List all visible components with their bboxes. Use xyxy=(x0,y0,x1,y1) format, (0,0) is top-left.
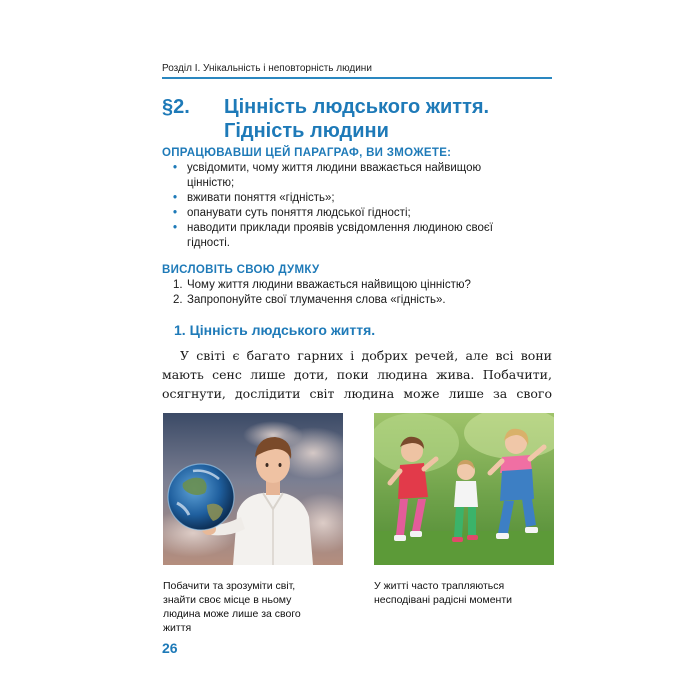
question-text: Чому життя людини вважається найвищою цінністю? xyxy=(187,279,471,291)
caption-line: У житті часто трапляються xyxy=(374,580,505,592)
body-line: мають сенс лише доти, поки людина жива. Побачити, xyxy=(162,367,552,382)
question-number: 1. xyxy=(173,279,183,291)
body-line: осягнути, дослідити світ людина може лише за свого xyxy=(162,386,552,401)
goal-item xyxy=(162,221,552,251)
goal-line: гідності. xyxy=(187,237,230,249)
running-kids-photo xyxy=(374,413,554,565)
page-number: 26 xyxy=(162,640,178,656)
section-title-line2: Гідність людини xyxy=(224,120,389,142)
body-line: У світі є багато гарних і добрих речей, але всі вони xyxy=(180,348,552,363)
running-kids-illustration xyxy=(374,413,554,565)
question-number: 2. xyxy=(173,294,183,306)
section-number: §2. xyxy=(162,96,190,118)
question-item xyxy=(162,293,552,308)
caption-line: людина може лише за свого xyxy=(163,608,301,620)
goal-line: наводити приклади проявів усвідомлення людиною своєї xyxy=(187,222,493,234)
body-paragraph xyxy=(162,346,552,403)
goal-line: вживати поняття «гідність»; xyxy=(187,192,335,204)
question-item xyxy=(162,278,552,293)
bullet-icon: • xyxy=(173,207,178,219)
header-rule xyxy=(162,77,552,79)
figure-caption-globe xyxy=(163,579,343,635)
goals-heading: ОПРАЦЮВАВШИ ЦЕЙ ПАРАГРАФ, ВИ ЗМОЖЕТЕ: xyxy=(162,147,452,159)
goal-item xyxy=(162,191,552,206)
caption-line: знайти своє місце в ньому xyxy=(163,594,292,606)
caption-line: несподівані радісні моменти xyxy=(374,594,513,606)
figure-caption-kids xyxy=(374,579,554,607)
goal-line: опанувати суть поняття людської гідності; xyxy=(187,207,411,219)
bullet-icon: • xyxy=(173,192,178,204)
caption-line: Побачити та зрозуміти світ, xyxy=(163,580,296,592)
boy-with-globe-photo xyxy=(163,413,343,565)
running-head: Розділ І. Унікальність і неповторність людини xyxy=(162,63,372,74)
goal-line: усвідомити, чому життя людини вважається найвищою xyxy=(187,162,482,174)
goal-item xyxy=(162,206,552,221)
bullet-icon: • xyxy=(173,222,178,234)
questions-list xyxy=(162,278,552,308)
boy-with-globe-illustration xyxy=(163,413,343,565)
caption-line: життя xyxy=(163,622,192,634)
goals-list xyxy=(162,161,552,251)
opinion-heading: ВИСЛОВІТЬ СВОЮ ДУМКУ xyxy=(162,264,320,276)
bullet-icon: • xyxy=(173,162,178,174)
goal-item xyxy=(162,161,552,191)
section-title-line1: Цінність людського життя. xyxy=(224,96,490,118)
question-text: Запропонуйте свої тлумачення слова «гідність». xyxy=(187,294,446,306)
goal-line: цінністю; xyxy=(187,177,235,189)
subsection-title: 1. Цінність людського життя. xyxy=(174,322,376,338)
